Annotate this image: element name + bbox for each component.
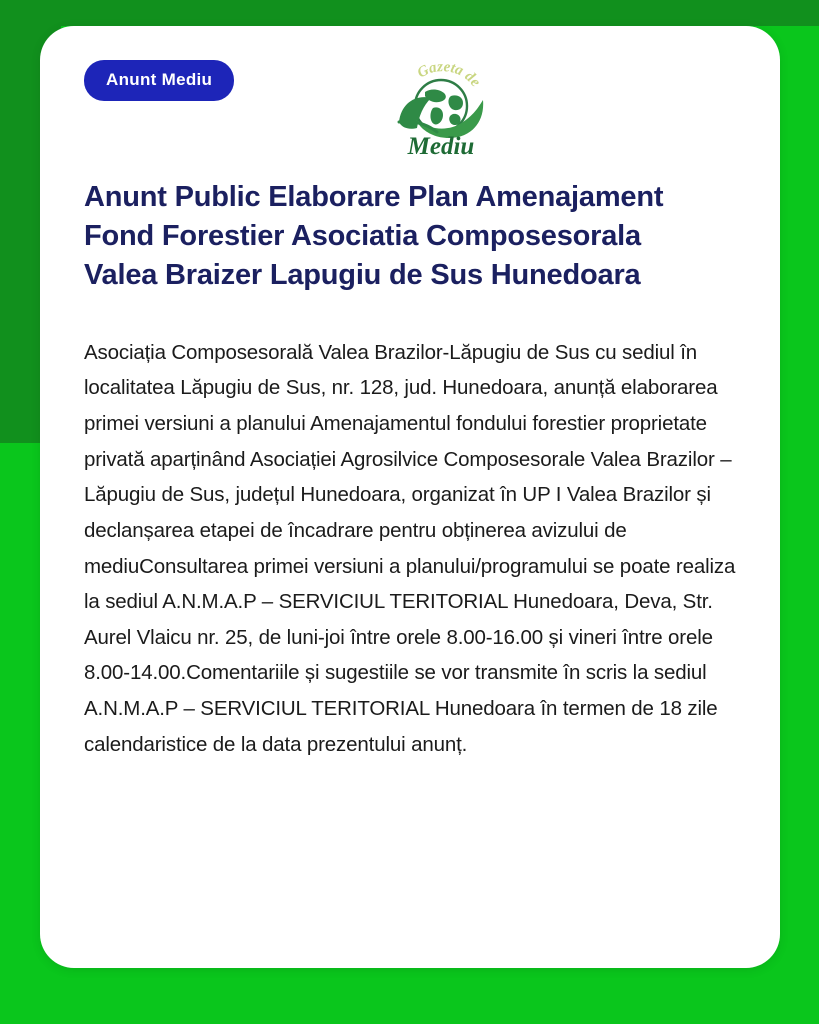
svg-text:Gazeta de: Gazeta de (414, 59, 484, 91)
gazeta-de-mediu-logo (389, 48, 493, 160)
category-badge[interactable] (84, 60, 234, 101)
card-content (40, 26, 780, 968)
page-title-line-3: Valea Braizer Lapugiu de Sus Hunedoara (84, 258, 641, 291)
announcement-body-text: Asociația Composesorală Valea Brazilor-Lăpugiu de Sus cu sediul în localitatea Lăpugiu de Sus, nr. 128, jud. Hunedoara, anunță elaborarea primei versiuni a planului Amenajamentul fondului forestier proprietate privată aparținând Asociației Agrosilvice Composesorale Valea Brazilor – Lăpugiu de Sus, județul Hunedoara, organizat în UP I Valea Brazilor și declanșarea etapei de încadrare pentru obținerea avizului de mediuConsultarea primei versiuni a planului/programului se poate realiza la sediul A.N.M.A.P – SERVICIUL TERITORIAL Hunedoara, Deva, Str. Aurel Vlaicu nr. 25, de luni-joi între orele 8.00-16.00 și vineri între orele 8.00-14.00.Comentariile și sugestiile se vor transmite în scris la sediul A.N.M.A.P – SERVICIUL TERITORIAL Hunedoara în termen de 18 zile calendaristice de la data prezentului anunț. (84, 340, 736, 756)
category-badge-label: Anunt Mediu (106, 70, 213, 89)
page-title-line-1: Anunt Public Elaborare Plan Amenajament (84, 181, 664, 213)
page-title-line-2: Fond Forestier Asociatia Composesorala (84, 219, 641, 252)
background-dark-green-right-corner (791, 0, 819, 12)
announcement-card (40, 26, 780, 968)
svg-text:Mediu: Mediu (407, 133, 475, 160)
background-dark-green-top-band (0, 0, 819, 26)
page-title (84, 178, 736, 295)
card-header (84, 46, 736, 160)
